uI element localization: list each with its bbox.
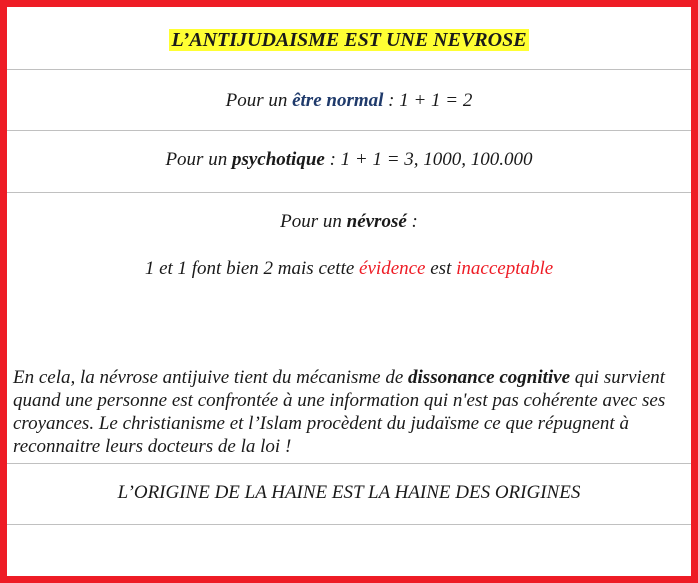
evidence-word: évidence (359, 258, 426, 279)
neurotic-prefix: Pour un (280, 211, 347, 232)
normal-term: être normal (292, 90, 384, 111)
neurotic-term: névrosé (346, 211, 407, 232)
psychotic-statement (7, 148, 691, 172)
neurotic-suffix: : (406, 211, 418, 232)
psychotic-prefix: Pour un (165, 149, 232, 170)
normal-row (7, 70, 691, 131)
neurotic-statement (7, 210, 691, 234)
origin-statement: L’ORIGINE DE LA HAINE EST LA HAINE DES ORIGINES (117, 482, 581, 503)
paragraph-bold-term: dissonance cognitive (408, 367, 571, 388)
origin-row (7, 464, 691, 525)
paragraph-part2: qui survient quand une personne est confrontée à une information qui n'est pas cohérente avec ses croyances. Le christianisme et l’Islam procèdent du judaïsme ce que répugnent à reconnaitre leurs docteurs de la loi ! (13, 367, 666, 457)
neurotic-explanation (7, 257, 691, 281)
psychotic-term: psychotique (231, 149, 325, 170)
neurotic-line2-part1: 1 et 1 font bien 2 mais cette (144, 258, 360, 279)
neurotic-middle: est (425, 258, 457, 279)
normal-suffix: : 1 + 1 = 2 (383, 90, 473, 111)
unacceptable-word: inacceptable (456, 258, 554, 279)
normal-statement (7, 89, 691, 113)
psychotic-suffix: : 1 + 1 = 3, 1000, 100.000 (324, 149, 533, 170)
empty-row (7, 525, 691, 576)
psychotic-row (7, 131, 691, 193)
title-row (7, 7, 691, 70)
page-title (7, 28, 691, 52)
title-highlight: L’ANTIJUDAISME EST UNE NEVROSE (171, 29, 527, 51)
neurotic-row (7, 193, 691, 464)
cognitive-dissonance-paragraph (13, 366, 685, 458)
paragraph-part1: En cela, la névrose antijuive tient du mécanisme de (13, 367, 409, 388)
normal-prefix: Pour un (225, 90, 293, 111)
